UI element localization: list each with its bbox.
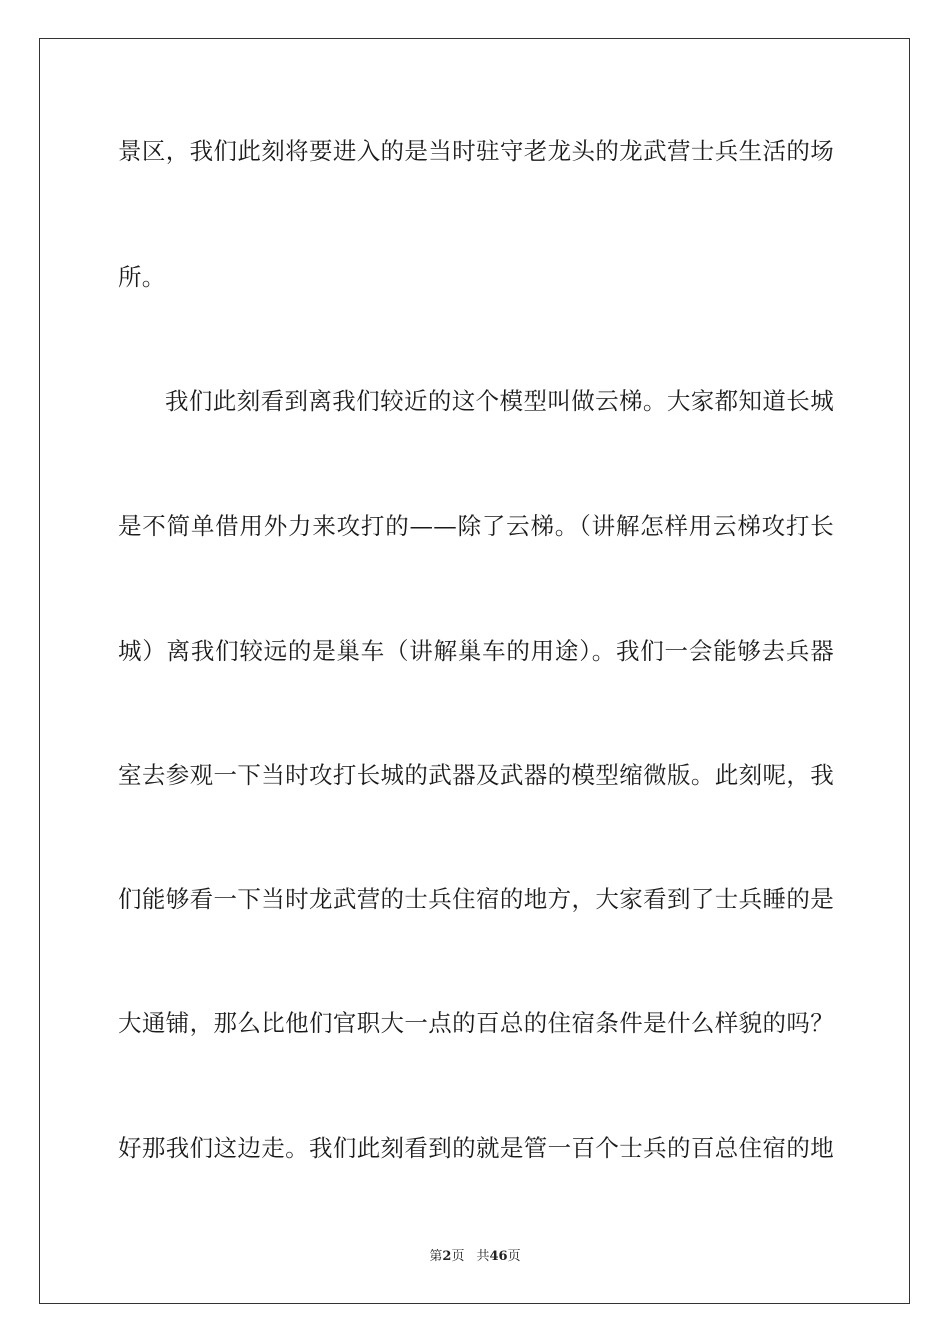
total-pages: 46	[489, 1249, 508, 1264]
page-border	[39, 38, 910, 1304]
text-line: 室去参观一下当时攻打长城的武器及武器的模型缩微版。此刻呢，我	[118, 761, 834, 789]
page-prefix: 第	[429, 1249, 443, 1264]
page-footer	[0, 1248, 950, 1266]
text-line: 好那我们这边走。我们此刻看到的就是管一百个士兵的百总住宿的地	[118, 1134, 834, 1162]
text-line: 所。	[118, 263, 166, 291]
text-line: 景区，我们此刻将要进入的是当时驻守老龙头的龙武营士兵生活的场	[118, 137, 834, 165]
text-line: 城）离我们较远的是巢车（讲解巢车的用途）。我们一会能够去兵器	[118, 637, 834, 665]
text-line: 是不简单借用外力来攻打的——除了云梯。（讲解怎样用云梯攻打长	[118, 512, 834, 540]
page-number: 2	[442, 1249, 452, 1264]
page-suffix: 页	[451, 1249, 465, 1264]
total-prefix: 共	[476, 1249, 490, 1264]
text-line: 我们此刻看到离我们较近的这个模型叫做云梯。大家都知道长城	[165, 387, 834, 415]
text-line: 们能够看一下当时龙武营的士兵住宿的地方，大家看到了士兵睡的是	[118, 885, 834, 913]
text-line: 大通铺，那么比他们官职大一点的百总的住宿条件是什么样貌的吗？	[118, 1009, 834, 1037]
total-suffix: 页	[507, 1249, 521, 1264]
